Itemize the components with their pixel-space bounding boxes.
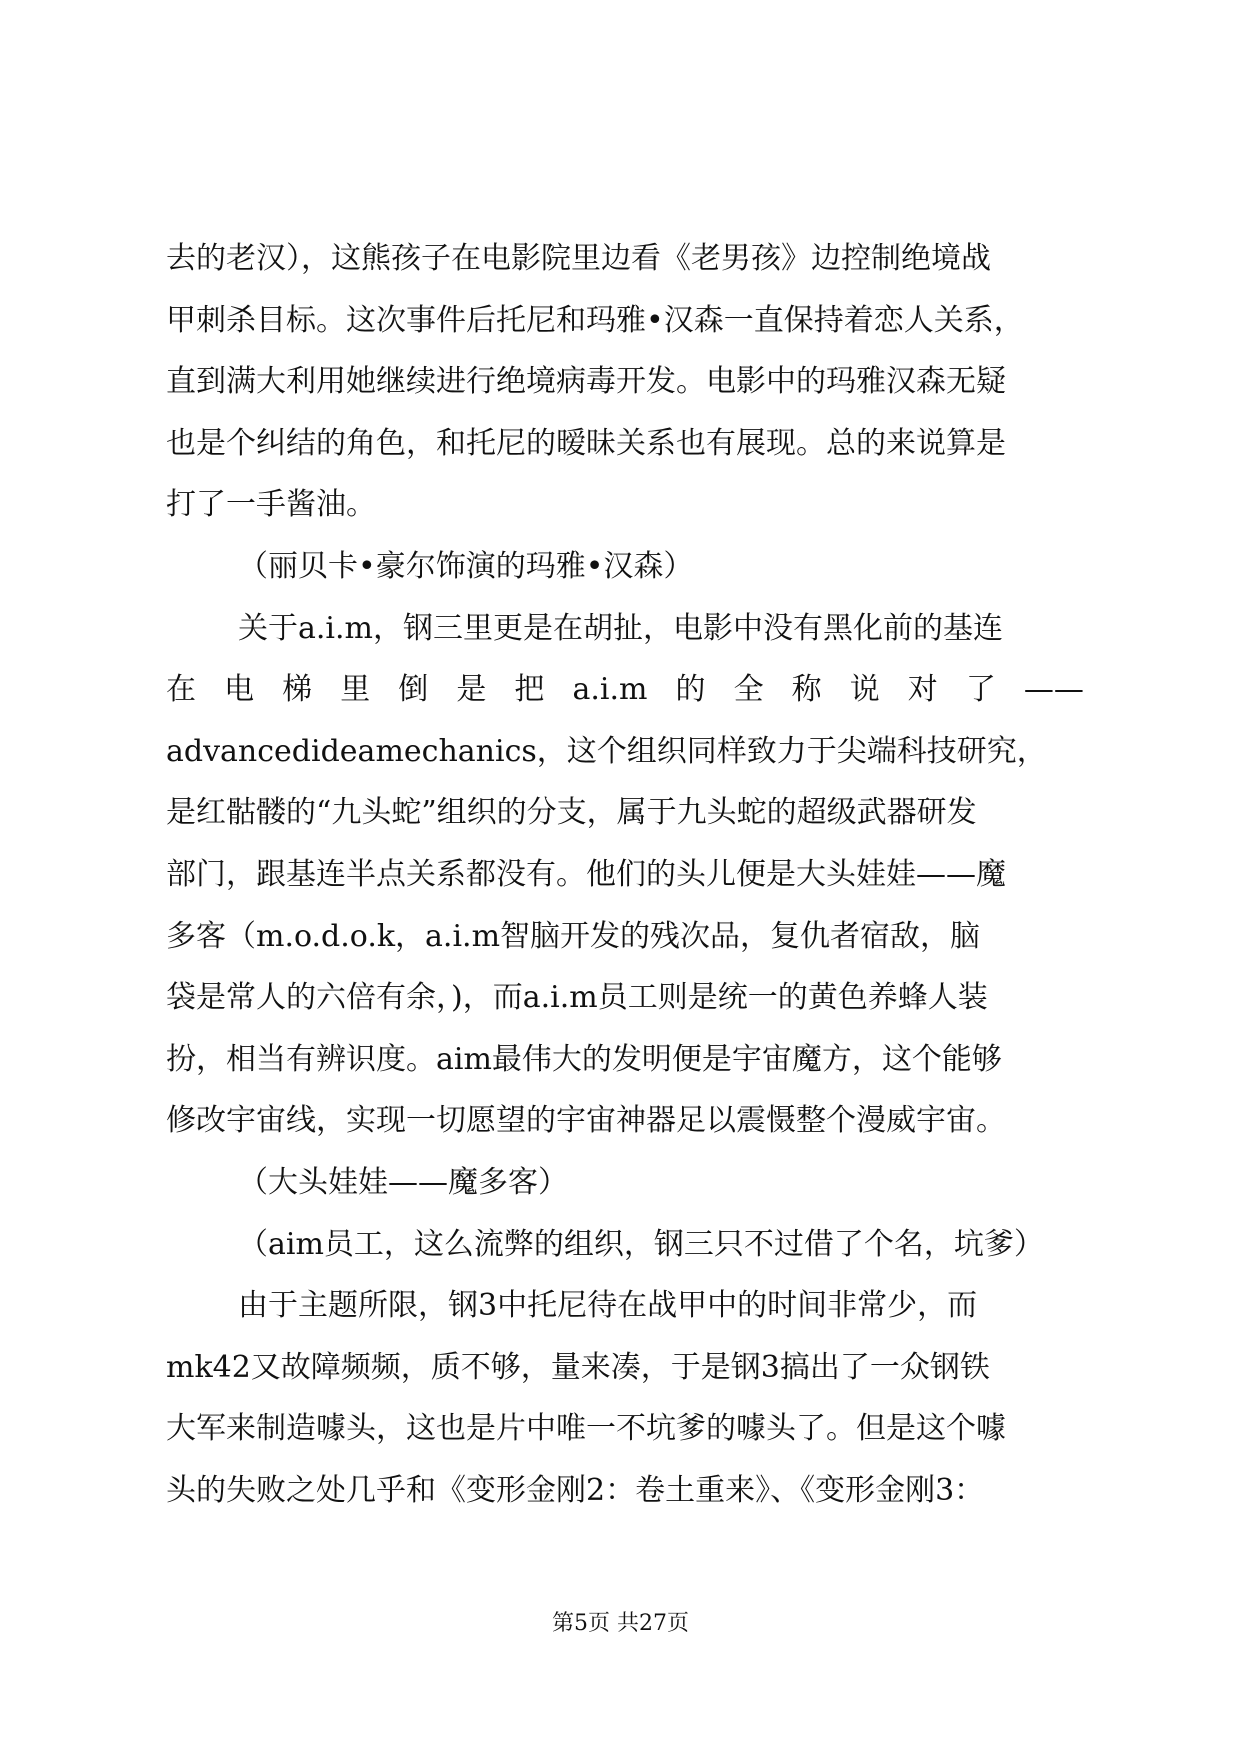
text-line: 修改宇宙线，实现一切愿望的宇宙神器足以震慑整个漫威宇宙。 bbox=[166, 1103, 1006, 1139]
justified-token: —— bbox=[1023, 672, 1084, 708]
body-text bbox=[166, 228, 1086, 1521]
justified-token: 梯 bbox=[282, 672, 313, 708]
justified-token: 里 bbox=[340, 672, 371, 708]
text-line: 是红骷髅的“九头蛇”组织的分支，属于九头蛇的超级武器研发 bbox=[166, 795, 977, 831]
justified-token: 电 bbox=[224, 672, 255, 708]
text-line: mk42又故障频频，质不够，量来凑，于是钢3搞出了一众钢铁 bbox=[166, 1349, 990, 1385]
paragraph-start: 关于a.i.m，钢三里更是在胡扯，电影中没有黑化前的基连 bbox=[238, 610, 1003, 646]
text-line: 也是个纠结的角色，和托尼的暧昧关系也有展现。总的来说算是 bbox=[166, 425, 1006, 461]
text-line: 多客（m.o.d.o.k，a.i.m智脑开发的残次品，复仇者宿敌，脑 bbox=[166, 918, 981, 954]
text-line: 部门，跟基连半点关系都没有。他们的头儿便是大头娃娃——魔 bbox=[166, 856, 1006, 892]
justified-token: 说 bbox=[849, 672, 880, 708]
text-line: 扮，相当有辨识度。aim最伟大的发明便是宇宙魔方，这个能够 bbox=[166, 1041, 1002, 1077]
justified-token: 把 bbox=[514, 672, 545, 708]
justified-line bbox=[166, 659, 1084, 721]
paragraph-start: 由于主题所限，钢3中托尼待在战甲中的时间非常少，而 bbox=[238, 1288, 978, 1324]
justified-token: 倒 bbox=[398, 672, 429, 708]
justified-token: a.i.m bbox=[572, 672, 648, 708]
caption-line: （aim员工，这么流弊的组织，钢三只不过借了个名，坑爹） bbox=[238, 1226, 1044, 1262]
justified-token: 了 bbox=[965, 672, 996, 708]
caption-line: （大头娃娃——魔多客） bbox=[238, 1164, 568, 1200]
justified-token: 称 bbox=[791, 672, 822, 708]
text-line: 大军来制造噱头，这也是片中唯一不坑爹的噱头了。但是这个噱 bbox=[166, 1411, 1006, 1447]
text-line: 打了一手酱油。 bbox=[166, 487, 376, 523]
justified-token: 在 bbox=[166, 672, 196, 708]
text-line: advancedideamechanics，这个组织同样致力于尖端科技研究， bbox=[166, 733, 1047, 769]
justified-token: 是 bbox=[456, 672, 487, 708]
justified-token: 对 bbox=[907, 672, 938, 708]
page-number: 第5页 共27页 bbox=[552, 1611, 689, 1636]
text-line: 甲刺杀目标。这次事件后托尼和玛雅•汉森一直保持着恋人关系， bbox=[166, 302, 1024, 338]
text-line: 去的老汉），这熊孩子在电影院里边看《老男孩》边控制绝境战 bbox=[166, 241, 991, 276]
justified-token: 的 bbox=[675, 672, 706, 708]
caption-line: （丽贝卡•豪尔饰演的玛雅•汉森） bbox=[238, 548, 694, 584]
text-line: 袋是常人的六倍有余，)，而a.i.m员工则是统一的黄色养蜂人装 bbox=[166, 980, 988, 1016]
text-line: 直到满大利用她继续进行绝境病毒开发。电影中的玛雅汉森无疑 bbox=[166, 364, 1006, 400]
justified-token: 全 bbox=[733, 672, 764, 708]
text-line: 头的失败之处几乎和《变形金刚2：卷土重来》、《变形金刚3： bbox=[166, 1472, 985, 1508]
